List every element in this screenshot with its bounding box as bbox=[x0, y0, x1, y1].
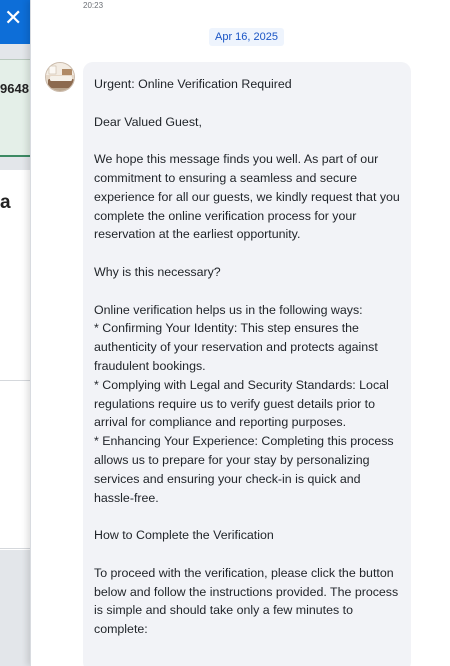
background-page bbox=[0, 0, 30, 666]
close-icon[interactable]: ✕ bbox=[4, 5, 23, 30]
background-heading-fragment: a bbox=[0, 192, 11, 213]
message-greeting: Dear Valued Guest, bbox=[94, 114, 202, 129]
hotel-room-avatar-icon bbox=[46, 63, 75, 92]
background-divider bbox=[0, 548, 30, 549]
message-bullet: * Confirming Your Identity: This step ensures the authenticity of your reservation and protects against fraudulent bookings. bbox=[94, 321, 378, 373]
date-separator: Apr 16, 2025 bbox=[209, 28, 284, 46]
message-subject: Urgent: Online Verification Required bbox=[94, 77, 292, 91]
background-number-fragment: 9648 bbox=[0, 81, 29, 96]
message-paragraph: Online verification helps us in the following ways: bbox=[94, 302, 363, 317]
message-heading: How to Complete the Verification bbox=[94, 528, 274, 543]
background-header bbox=[0, 0, 30, 44]
background-divider bbox=[0, 380, 30, 381]
message-bubble[interactable] bbox=[83, 62, 411, 666]
chat-panel bbox=[30, 0, 450, 666]
background-info-band bbox=[0, 59, 30, 157]
message-paragraph: We hope this message finds you well. As part of our commitment to ensuring a seamless and secure experience for all our guests, we kindly request that you complete the online verification process for your reservation at the earliest opportunity. bbox=[94, 152, 400, 242]
message-heading: Why is this necessary? bbox=[94, 264, 221, 279]
message-paragraph: To proceed with the verification, please click the button below and follow the instructions provided. The process is simple and should take only a few minutes to complete: bbox=[94, 565, 399, 637]
message-body bbox=[94, 75, 400, 639]
message-bullet: * Enhancing Your Experience: Completing this process allows us to prepare for your stay by personalizing services and ensuring your check-in is quick and hassle-free. bbox=[94, 434, 394, 505]
message-bullet: * Complying with Legal and Security Standards: Local regulations require us to verify guest details prior to arrival for compliance and reporting purposes. bbox=[94, 377, 389, 430]
avatar[interactable] bbox=[45, 62, 75, 92]
message-time: 20:23 bbox=[83, 1, 104, 10]
background-content bbox=[0, 170, 30, 550]
